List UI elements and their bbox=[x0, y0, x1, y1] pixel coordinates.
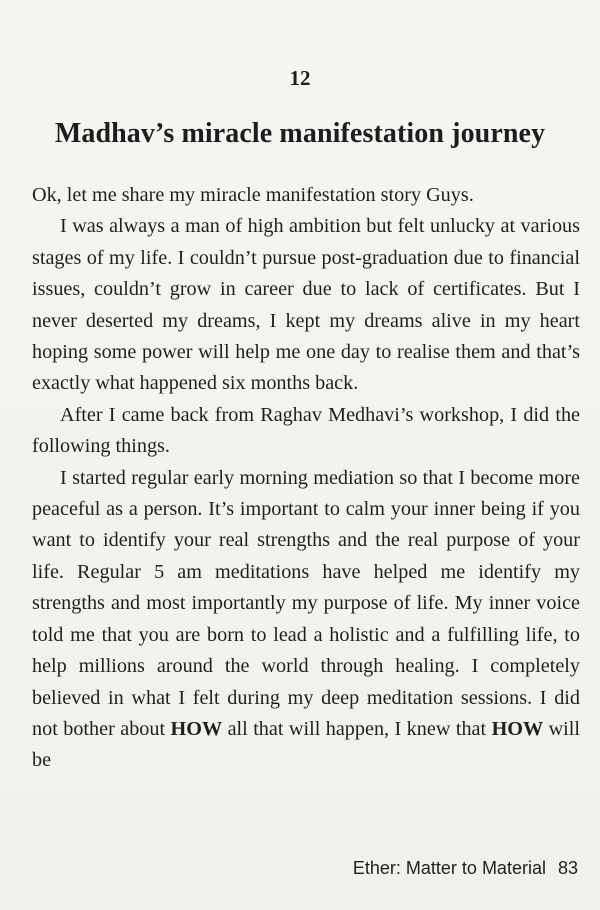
chapter-title: Madhav’s miracle manifestation journey bbox=[54, 118, 546, 149]
emphasis-how: HOW bbox=[170, 717, 223, 740]
paragraph-3: After I came back from Raghav Medhavi’s workshop, I did the following things. bbox=[32, 403, 580, 458]
paragraph-4-text: will be bbox=[32, 717, 580, 772]
page-number: 83 bbox=[557, 858, 578, 878]
paragraph-1: Ok, let me share my miracle manifestation story Guys. bbox=[32, 184, 474, 206]
body-text bbox=[32, 180, 580, 777]
paragraph-4-text: all that will happen, I knew that bbox=[222, 717, 492, 740]
running-title: Ether: Matter to Material bbox=[352, 858, 546, 878]
emphasis-how: HOW bbox=[491, 717, 544, 740]
chapter-number: 12 bbox=[289, 66, 311, 90]
page-footer bbox=[353, 858, 578, 879]
paragraph-2: I was always a man of high ambition but felt unlucky at various stages of my life. I couldn’t pursue post-graduation due to financial issues, couldn’t grow in career due to lack of certificates. But I never deserted my dreams, I kept my dreams alive in my heart hoping some power will help me one day to realise them and that’s exactly what happened six months back. bbox=[32, 215, 580, 395]
paragraph-4 bbox=[32, 463, 580, 777]
paragraph-4-text: I started regular early morning mediation so that I become more peaceful as a person. It’s important to calm your inner being if you want to identify your real strengths and the real purpose of your life. Regular 5 am meditations have helped me identify my strengths and most importantly my purpose of life. My inner voice told me that you are born to lead a holistic and a fulfilling life, to help millions around the world through healing. I completely believed in what I felt during my deep meditation sessions. I did not bother about bbox=[32, 466, 580, 740]
